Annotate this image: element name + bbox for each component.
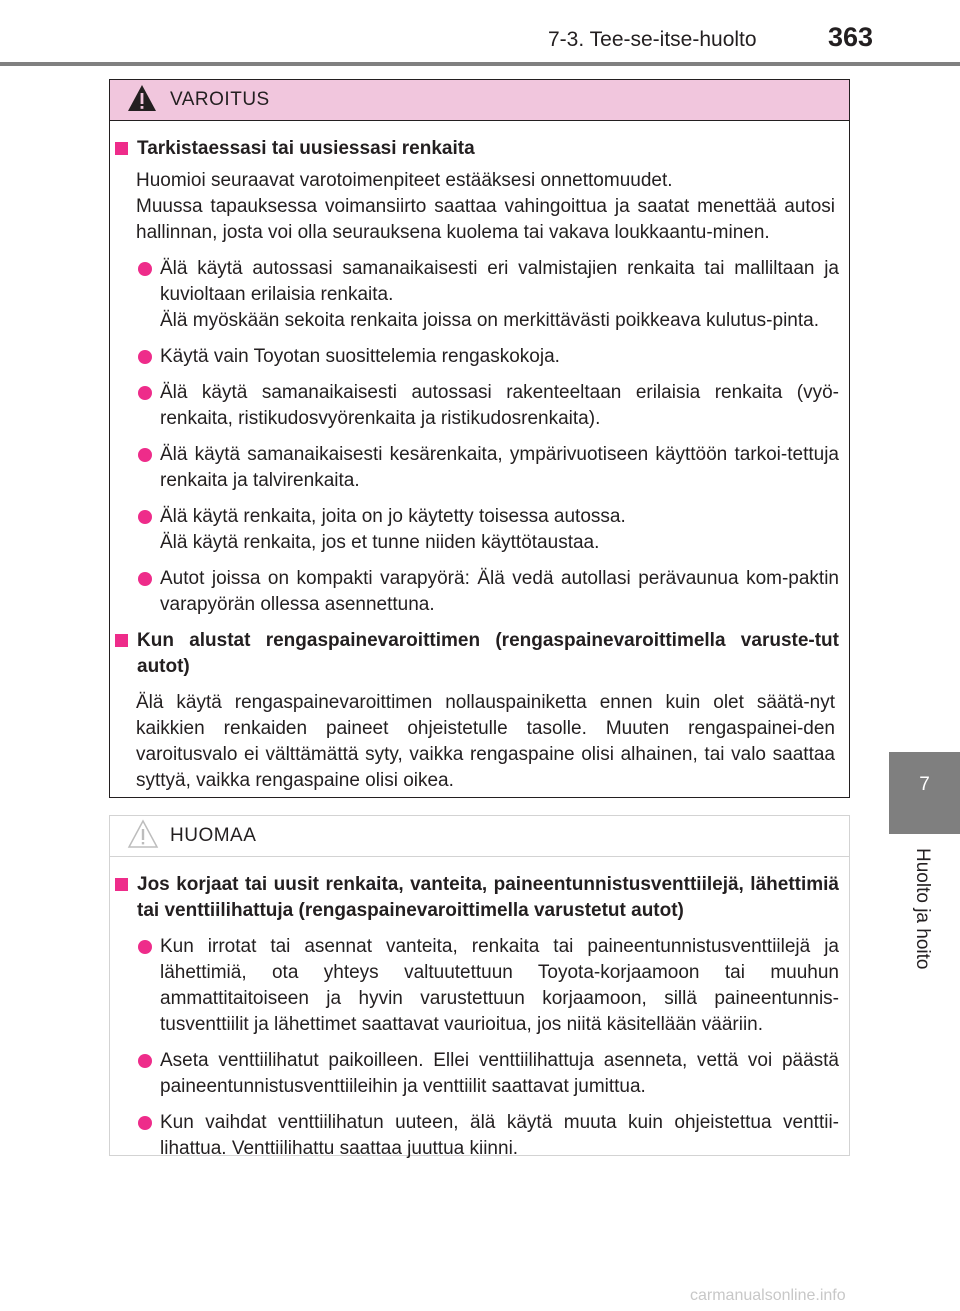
list-item <box>110 1048 849 1100</box>
list-item-text: Älä myöskään sekoita renkaita joissa on merkittävästi poikkeava kulutus-pinta. <box>160 310 819 331</box>
section-intro <box>110 690 849 794</box>
list-item <box>110 934 849 1038</box>
section-title: Kun alustat rengaspainevaroittimen (rengaspainevaroittimella varuste-tut autot) <box>110 628 849 680</box>
list-item-text: Älä käytä autossasi samanaikaisesti eri valmistajien renkaita tai malliltaan ja kuvioltaan erilaisia renkaita. <box>160 258 839 305</box>
bullet-icon <box>138 350 152 364</box>
list-item <box>110 566 849 618</box>
chapter-title: Huolto ja hoito <box>912 848 933 970</box>
list-item-text: Älä käytä renkaita, jos et tunne niiden käyttötaustaa. <box>160 532 600 553</box>
section-title: Tarkistaessasi tai uusiessasi renkaita <box>110 136 849 162</box>
header-section-title: 7-3. Tee-se-itse-huolto <box>548 28 757 51</box>
bullet-icon <box>138 1054 152 1068</box>
section-title: Jos korjaat tai uusit renkaita, vanteita, paineentunnistusventtiilejä, lähettimiä tai venttiilihattuja (rengaspainevaroittimella varustetut autot) <box>110 872 849 924</box>
list-item <box>110 344 849 370</box>
notice-header <box>110 816 849 857</box>
list-item-text: Autot joissa on kompakti varapyörä: Älä vedä autollasi perävaunua kom-paktin varapyörän ollessa asennettuna. <box>160 568 839 615</box>
chapter-number: 7 <box>919 774 930 795</box>
list-item-text: Kun vaihdat venttiilihatun uuteen, älä käytä muuta kuin ohjeistettua venttii-lihattua. Venttiilihattu saattaa juuttua kiinni. <box>160 1112 839 1159</box>
intro-line: Älä käytä rengaspainevaroittimen nollauspainiketta ennen kuin olet säätä-nyt kaikkien renkaiden paineet ohjeistetulle tasolle. Muuten rengaspainei-den varoitusvalo ei välttämättä syty, vaikka rengaspaine olisi alhainen, tai valo saattaa syttyä, vaikka rengaspaine olisi oikea. <box>136 692 835 791</box>
notice-content <box>110 872 849 1162</box>
caution-triangle-icon <box>127 819 159 854</box>
warning-box <box>109 79 850 798</box>
warning-content <box>110 136 849 794</box>
list-item-text: Käytä vain Toyotan suosittelemia rengaskokoja. <box>160 346 560 367</box>
watermark: carmanualsonline.info <box>690 1287 846 1304</box>
bullet-icon <box>138 448 152 462</box>
list-item <box>110 442 849 494</box>
list-item <box>110 380 849 432</box>
chapter-tab[interactable] <box>889 752 960 834</box>
warning-header <box>110 80 849 121</box>
page-number: 363 <box>828 22 874 52</box>
bullet-icon <box>138 940 152 954</box>
header-rule <box>0 62 960 66</box>
list-item-text: Älä käytä samanaikaisesti kesärenkaita, ympärivuotiseen käyttöön tarkoi-tettuja renkaita ja talvirenkaita. <box>160 444 839 491</box>
intro-line: Muussa tapauksessa voimansiirto saattaa vahingoittua ja saatat menettää autosi hallinnan, josta voi olla seurauksena kuolema tai vakava loukkaantu-minen. <box>136 196 835 243</box>
warning-title: VAROITUS <box>170 89 270 110</box>
list-item-text: Älä käytä samanaikaisesti autossasi rakenteeltaan erilaisia renkaita (vyö-renkaita, ristikudosvyörenkaita ja ristikudosrenkaita). <box>160 382 839 429</box>
list-item-text: Kun irrotat tai asennat vanteita, renkaita tai paineentunnistusventtiilejä ja lähettimiä, ota yhteys valtuutettuun Toyota-korjaamoon tai muuhun ammattitaitoiseen ja hyvin varustettuun korjaamoon, sillä paineentunnis-tusventtiilit ja lähettimet saattavat vaurioitua, jos niitä käsitellään vääriin. <box>160 936 839 1035</box>
list-item <box>110 1110 849 1162</box>
list-item-text: Älä käytä renkaita, joita on jo käytetty toisessa autossa. <box>160 506 626 527</box>
bullet-icon <box>138 572 152 586</box>
notice-title: HUOMAA <box>170 825 257 846</box>
list-item-text: Aseta venttiilihatut paikoilleen. Ellei venttiilihattuja asenneta, vettä voi päästä paineentunnistusventtiileihin ja venttiilit saattavat jumittua. <box>160 1050 839 1097</box>
intro-line: Huomioi seuraavat varotoimenpiteet estääksesi onnettomuudet. <box>136 170 673 191</box>
bullet-icon <box>138 386 152 400</box>
section-intro <box>110 168 849 246</box>
bullet-icon <box>138 1116 152 1130</box>
bullet-icon <box>138 262 152 276</box>
bullet-icon <box>138 510 152 524</box>
warning-triangle-icon <box>127 84 157 117</box>
list-item <box>110 504 849 556</box>
list-item <box>110 256 849 334</box>
notice-box <box>109 815 850 1159</box>
